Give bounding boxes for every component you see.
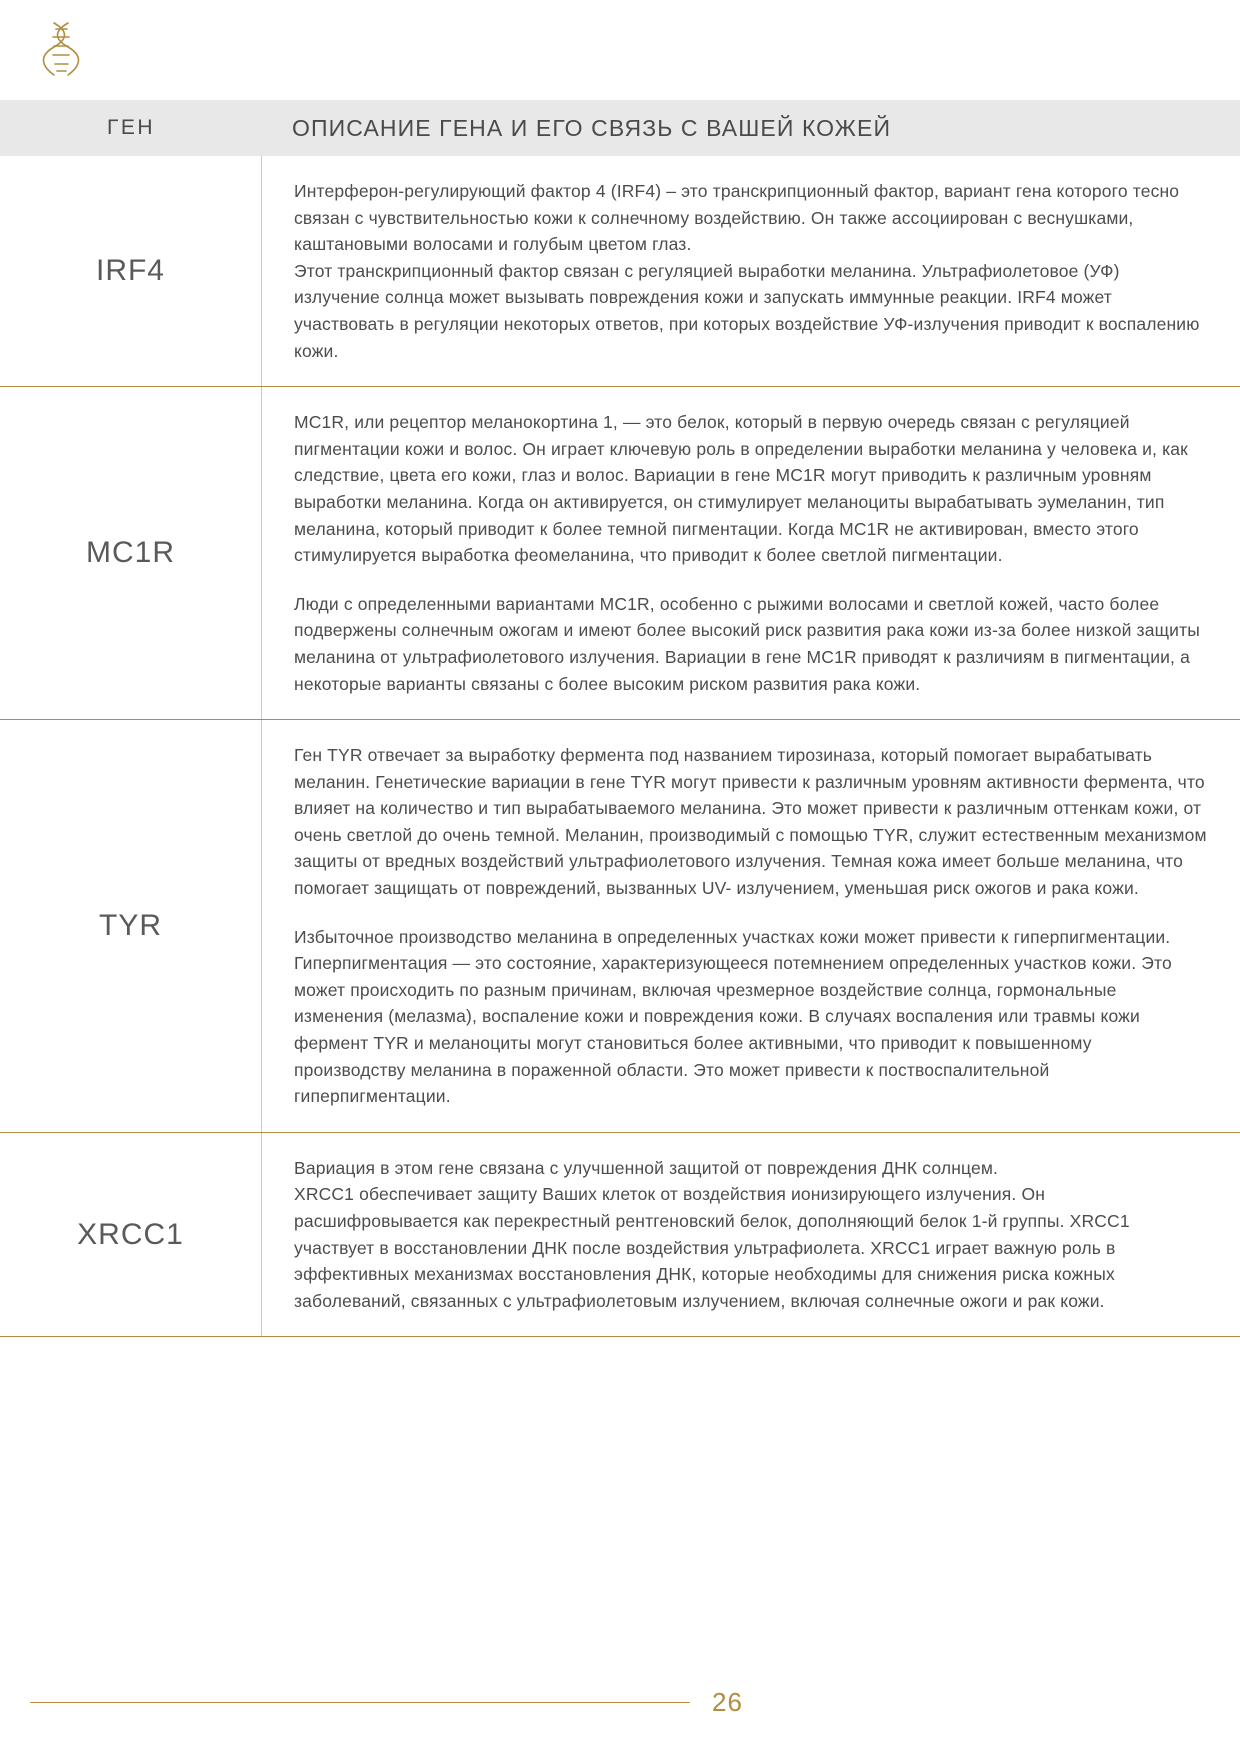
gene-name: MC1R: [85, 536, 175, 570]
table-row: [0, 720, 1240, 1133]
table-row: [0, 1133, 1240, 1338]
description-paragraph: Этот транскрипционный фактор связан с регуляцией выработки меланина. Ультрафиолетовое (УФ) излучение солнца может вызывать повреждения кожи и запускать иммунные реакции. IRF4 может участвовать в регуляции некоторых ответов, при которых воздействие УФ-излучения приводит к воспалению кожи.: [294, 260, 1200, 361]
description-paragraph: Избыточное производство меланина в определенных участках кожи может привести к гиперпигментации. Гиперпигментация — это состояние, характеризующееся потемнением определенных участков кожи. Это может происходить по разным причинам, включая чрезмерное воздействие солнца, гормональные изменения (мелазма), воспаление кожи и повреждения кожи. В случаях воспаления или травмы кожи фермент TYR и меланоциты могут становиться более активными, что приводит к повышенному производству меланина в пораженной области. Это может привести к поствоспалительной гиперпигментации.: [294, 926, 1172, 1107]
page-header: [0, 0, 1240, 100]
description-paragraph: Люди с определенными вариантами MC1R, особенно с рыжими волосами и светлой кожей, часто более подвержены солнечным ожогам и имеют более высокий риск развития рака кожи из-за более низкой защиты меланина от ультрафиолетового излучения. Вариации в гене MC1R приводят к различиям в пигментации, а некоторые варианты связаны с более высоким риском развития рака кожи.: [294, 593, 1200, 694]
description-paragraph: MC1R, или рецептор меланокортина 1, — это белок, который в первую очередь связан с регуляцией пигментации кожи и волос. Он играет ключевую роль в определении выработки меланина у человека и, как следствие, цвета его кожи, глаз и волос. Вариации в гене MC1R могут приводить к различным уровням выработки меланина. Когда он активируется, он стимулирует меланоциты вырабатывать эумеланин, тип меланина, который приводит к более темной пигментации. Когда MC1R не активирован, вместо этого стимулируется выработка феомеланина, что приводит к более светлой пигментации.: [294, 412, 1188, 566]
column-header-description: ОПИСАНИЕ ГЕНА И ЕГО СВЯЗЬ С ВАШЕЙ КОЖЕЙ: [292, 114, 892, 141]
table-row: [0, 156, 1240, 387]
description-paragraph: Интерферон-регулирующий фактор 4 (IRF4) – это транскрипционный фактор, вариант гена которого тесно связан с чувствительностью кожи к солнечному воздействию. Он также ассоциирован с веснушками, каштановыми волосами и голубым цветом глаз.: [294, 181, 1180, 255]
gene-name: TYR: [99, 908, 162, 942]
gene-cell: [0, 156, 262, 386]
table-row: [0, 387, 1240, 720]
description-paragraph: XRCC1 обеспечивает защиту Ваших клеток от воздействия ионизирующего излучения. Он расшифровывается как перекрестный рентгеновский белок, дополняющий белок 1-й группы. XRCC1 участвует в восстановлении ДНК после воздействия ультрафиолета. XRCC1 играет важную роль в эффективных механизмах восстановления ДНК, которые необходимы для снижения риска кожных заболеваний, связанных с ультрафиолетовым излучением, включая солнечные ожоги и рак кожи.: [294, 1184, 1130, 1311]
footer-divider: [30, 1702, 690, 1703]
gene-cell: [0, 1133, 262, 1337]
description-cell: [262, 1133, 1240, 1337]
description-cell: [262, 720, 1240, 1132]
description-paragraph: Вариация в этом гене связана с улучшенной защитой от повреждения ДНК солнцем.: [294, 1157, 999, 1178]
table-header-row: [0, 100, 1240, 156]
column-header-gene: ГЕН: [106, 116, 156, 139]
page-footer: [0, 1687, 1240, 1718]
gene-cell: [0, 387, 262, 719]
page-number: 26: [712, 1687, 743, 1717]
description-cell: [262, 387, 1240, 719]
gene-name: XRCC1: [77, 1217, 184, 1251]
description-cell: [262, 156, 1240, 386]
dna-helix-icon: [34, 19, 92, 81]
description-paragraph: Ген TYR отвечает за выработку фермента под названием тирозиназа, который помогает вырабатывать меланин. Генетические вариации в гене TYR могут привести к различным уровням активности фермента, что влияет на количество и тип вырабатываемого меланина. Это может привести к различным оттенкам кожи, от очень светлой до очень темной. Меланин, производимый с помощью TYR, служит естественным механизмом защиты от вредных воздействий ультрафиолетового излучения. Темная кожа имеет больше меланина, что помогает защищать от повреждений, вызванных UV- излучением, уменьшая риск ожогов и рака кожи.: [294, 745, 1207, 899]
gene-name: IRF4: [95, 254, 165, 288]
gene-cell: [0, 720, 262, 1132]
